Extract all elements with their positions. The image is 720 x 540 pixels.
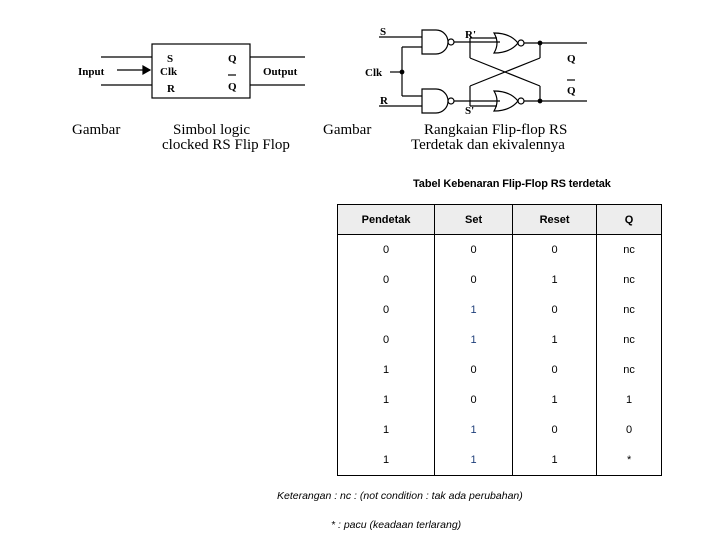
qbar-junction: [538, 99, 542, 103]
symbol-pin-clk: Clk: [160, 66, 178, 78]
symbol-pin-s: S: [167, 53, 174, 65]
cell-set: 1: [435, 415, 513, 445]
table-row: [338, 355, 662, 385]
table-row: [338, 415, 662, 445]
header-pendetak: Pendetak: [338, 205, 435, 235]
circuit-r-prime: R': [465, 29, 476, 41]
truth-table-header-row: [338, 205, 662, 235]
lower-latch-bubble: [518, 98, 524, 104]
circuit-input-r: R: [380, 95, 388, 107]
cell-q: 1: [597, 385, 662, 415]
cell-q: *: [597, 445, 662, 476]
cell-reset: 1: [512, 265, 596, 295]
circuit-s-prime: S': [465, 105, 475, 117]
circuit-input-clk: Clk: [365, 67, 383, 79]
cell-set: 1: [435, 325, 513, 355]
cell-q: nc: [597, 325, 662, 355]
truth-table: [337, 204, 662, 476]
lower-input-nand: [422, 89, 448, 113]
header-set: Set: [435, 205, 513, 235]
symbol-pin-r: R: [167, 83, 175, 95]
upper-latch-bubble: [518, 40, 524, 46]
cell-set: 1: [435, 295, 513, 325]
cell-q: nc: [597, 355, 662, 385]
symbol-pin-qbar: Q: [228, 81, 237, 93]
cell-pendetak: 1: [338, 385, 435, 415]
cell-q: nc: [597, 295, 662, 325]
cell-pendetak: 0: [338, 265, 435, 295]
table-row: [338, 325, 662, 355]
upper-latch-gate: [494, 33, 518, 53]
cell-reset: 1: [512, 385, 596, 415]
lower-nand-bubble: [448, 98, 454, 104]
cell-pendetak: 1: [338, 355, 435, 385]
table-row: [338, 445, 662, 476]
header-reset: Reset: [512, 205, 596, 235]
cell-pendetak: 0: [338, 325, 435, 355]
circuit-caption-line2: Terdetak dan ekivalennya: [411, 137, 565, 153]
cell-pendetak: 0: [338, 235, 435, 266]
cell-reset: 0: [512, 355, 596, 385]
q-junction: [538, 41, 542, 45]
circuit-caption-prefix: Gambar: [323, 122, 372, 138]
symbol-output-label: Output: [263, 66, 298, 78]
clk-junction: [400, 70, 404, 74]
upper-input-nand: [422, 30, 448, 54]
table-row: [338, 265, 662, 295]
note-asterisk: * : pacu (keadaan terlarang): [331, 519, 462, 531]
cell-pendetak: 1: [338, 415, 435, 445]
lower-latch-gate: [494, 91, 518, 111]
cell-set: 1: [435, 445, 513, 476]
header-q: Q: [597, 205, 662, 235]
cell-q: nc: [597, 235, 662, 266]
circuit-caption-line1: Rangkaian Flip-flop RS: [424, 122, 568, 138]
cell-pendetak: 0: [338, 295, 435, 325]
circuit-input-s: S: [380, 26, 387, 38]
cell-q: nc: [597, 265, 662, 295]
clk-arrow: [143, 66, 150, 74]
truth-table-title: Tabel Kebenaran Flip-Flop RS terdetak: [413, 178, 611, 190]
cell-set: 0: [435, 385, 513, 415]
rs-flipflop-circuit: [379, 30, 587, 113]
cell-set: 0: [435, 265, 513, 295]
symbol-caption-prefix: Gambar: [72, 122, 121, 138]
cell-q: 0: [597, 415, 662, 445]
circuit-output-qbar: Q: [567, 85, 576, 97]
table-row: [338, 385, 662, 415]
symbol-pin-q: Q: [228, 53, 237, 65]
symbol-input-label: Input: [78, 66, 105, 78]
table-row: [338, 235, 662, 266]
cell-reset: 0: [512, 415, 596, 445]
cell-reset: 1: [512, 325, 596, 355]
cell-set: 0: [435, 235, 513, 266]
upper-nand-bubble: [448, 39, 454, 45]
table-row: [338, 295, 662, 325]
cell-reset: 0: [512, 235, 596, 266]
cell-reset: 1: [512, 445, 596, 476]
cell-reset: 0: [512, 295, 596, 325]
cell-set: 0: [435, 355, 513, 385]
note-nc: Keterangan : nc : (not condition : tak ada perubahan): [277, 490, 523, 502]
circuit-output-q: Q: [567, 53, 576, 65]
symbol-caption-line1: Simbol logic: [173, 122, 251, 138]
cell-pendetak: 1: [338, 445, 435, 476]
symbol-caption-line2: clocked RS Flip Flop: [162, 137, 290, 153]
